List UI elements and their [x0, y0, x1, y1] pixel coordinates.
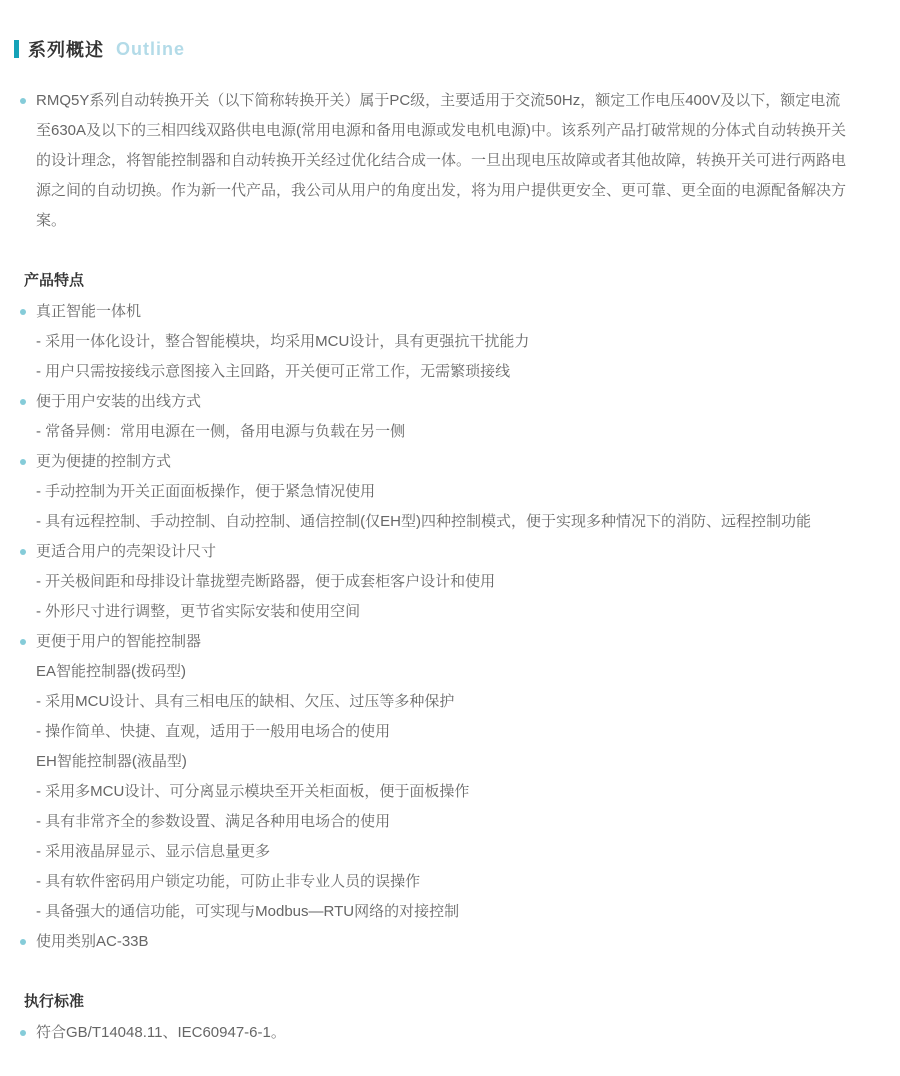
list-item [20, 657, 900, 687]
list-item [20, 837, 900, 867]
list-item [20, 867, 900, 897]
list-item [20, 747, 900, 777]
bullet-dot-icon [20, 639, 26, 645]
list-item-text: 符合GB/T14048.11、IEC60947-6-1。 [36, 1024, 286, 1041]
list-item-text: 使用类别AC-33B [36, 933, 149, 950]
list-item [20, 327, 900, 357]
list-item-text: - 手动控制为开关正面面板操作，便于紧急情况使用 [36, 483, 376, 500]
bullet-dot-icon [20, 459, 26, 465]
list-item-text: - 采用MCU设计、具有三相电压的缺相、欠压、过压等多种保护 [36, 693, 455, 710]
section-subtitle: Outline [116, 38, 185, 59]
list-item-text: - 具有远程控制、手动控制、自动控制、通信控制(仅EH型)四种控制模式，便于实现多种情况下的消防、远程控制功能 [36, 513, 811, 530]
bullet-dot-icon [20, 1030, 26, 1036]
list-item-text: - 常备异侧：常用电源在一侧，备用电源与负载在另一侧 [36, 423, 406, 440]
list-item-text: - 采用一体化设计，整合智能模块，均采用MCU设计，具有更强抗干扰能力 [36, 333, 530, 350]
list-item [20, 387, 900, 417]
list-item-text: - 采用多MCU设计、可分离显示模块至开关柜面板，便于面板操作 [36, 783, 470, 800]
list-item-text: - 采用液晶屏显示、显示信息量更多 [36, 843, 271, 860]
standards-heading: 执行标准 [24, 993, 85, 1010]
feature-list [0, 297, 900, 957]
list-item [20, 297, 900, 327]
list-item-text: - 开关极间距和母排设计靠拢塑壳断路器，便于成套柜客户设计和使用 [36, 573, 496, 590]
bullet-dot-icon [20, 549, 26, 555]
bottom-spacer [0, 1048, 900, 1076]
list-item-text: - 具有软件密码用户锁定功能，可防止非专业人员的误操作 [36, 873, 421, 890]
standards-list [0, 1018, 900, 1048]
list-item [20, 567, 900, 597]
list-item [20, 417, 900, 447]
list-item-text: EH智能控制器(液晶型) [36, 753, 187, 770]
list-item [20, 687, 900, 717]
intro-text: RMQ5Y系列自动转换开关（以下简称转换开关）属于PC级，主要适用于交流50Hz，额定工作电压400V及以下，额定电流至630A及以下的三相四线双路供电电源(常用电源和备用电源或发电机电源)中。该系列产品打破常规的分体式自动转换开关的设计理念，将智能控制器和自动转换开关经过优化结合成一体。一旦出现电压故障或者其他故障，转换开关可进行两路电源之间的自动切换。作为新一代产品，我公司从用户的角度出发，将为用户提供更安全、更可靠、更全面的电源配备解决方案。 [36, 92, 847, 229]
list-item [20, 507, 900, 537]
list-item [20, 477, 900, 507]
list-item-text: - 外形尺寸进行调整，更节省实际安装和使用空间 [36, 603, 361, 620]
list-item [20, 357, 900, 387]
list-item-text: - 具备强大的通信功能，可实现与Modbus—RTU网络的对接控制 [36, 903, 460, 920]
list-item [20, 447, 900, 477]
list-item [20, 777, 900, 807]
bullet-dot-icon [20, 309, 26, 315]
bullet-dot-icon [20, 939, 26, 945]
intro-paragraph [0, 86, 900, 236]
list-item [20, 717, 900, 747]
list-item [20, 537, 900, 567]
list-item-text: - 具有非常齐全的参数设置、满足各种用电场合的使用 [36, 813, 391, 830]
list-item-text: EA智能控制器(拨码型) [36, 663, 187, 680]
bullet-dot-icon [20, 399, 26, 405]
list-item-text: 便于用户安装的出线方式 [36, 393, 202, 410]
list-item-text: 真正智能一体机 [36, 303, 142, 320]
bullet-dot-icon [20, 98, 26, 104]
list-item-text: 更适合用户的壳架设计尺寸 [36, 543, 217, 560]
list-item [20, 1018, 900, 1048]
list-item-text: 更为便捷的控制方式 [36, 453, 172, 470]
list-item-text: - 操作简单、快捷、直观，适用于一般用电场合的使用 [36, 723, 391, 740]
list-item-text: 更便于用户的智能控制器 [36, 633, 202, 650]
list-item [20, 927, 900, 957]
list-item [20, 807, 900, 837]
accent-bar-icon [14, 40, 19, 58]
section-title: 系列概述 [28, 40, 104, 60]
list-item [20, 897, 900, 927]
features-heading: 产品特点 [24, 272, 85, 289]
list-item [20, 627, 900, 657]
section-header [14, 36, 900, 62]
list-item [20, 597, 900, 627]
list-item-text: - 用户只需按接线示意图接入主回路，开关便可正常工作，无需繁琐接线 [36, 363, 511, 380]
